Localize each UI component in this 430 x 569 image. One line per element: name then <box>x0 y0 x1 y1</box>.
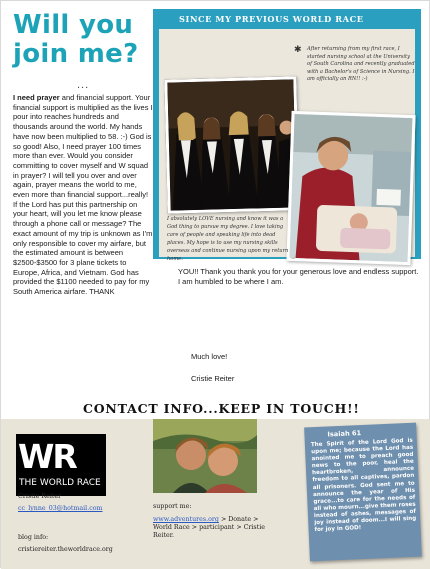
since-section <box>153 9 421 263</box>
lead-text: I need prayer <box>13 93 60 102</box>
support-line-2: World Race > participant > Cristie <box>153 524 265 531</box>
email-link[interactable]: cc_lynne_03@hotmail.com <box>18 505 103 512</box>
support-line-3: Reiter. <box>153 532 175 539</box>
blog-label: blog info: <box>18 534 49 541</box>
nursing-photo <box>286 111 415 265</box>
verse-text: The Spirit of the Lord God is upon me; because the Lord has anointed me to preach good news to the poor, heal the heartbroken, announce freedom to all captives, pardon all prisoners. God sent me to announce the year of His grace...to care for the needs of all who mourn...give them roses instead of ashes, messages of joy instead of doom...I will sing for joy in GOD! <box>310 437 417 534</box>
support-path-1: > Donate > <box>218 516 259 523</box>
blog-url[interactable]: cristiereiter.theworldrace.org <box>18 546 113 553</box>
graduation-photo <box>164 76 299 213</box>
contact-name: Cristie Reiter <box>18 493 62 500</box>
headline: Will you join me? <box>13 10 139 69</box>
arrow-right-icon: → <box>290 255 296 261</box>
star-icon: ✱ <box>294 44 302 54</box>
body-text: and financial support. Your financial support is multiplied as the lives I pour into reaches hundreds and thousands around the world. My hands have now been multiplied to 58. :-) God is so good! Also, I need prayer 100 times more than ever. Would you consider committing to cover myself and W squad in prayer? I will tell you over and over again, prayer means the world to me, even more than financial support...really! If the Lord has put this partnership on your heart, will you let me know please through a phone call or message? The exact amount of my trip is unknown as I'm only responsible to cover my airfare, but the estimated amount is between $2500-$3500 for 3 plane tickets to Europe, Africa, and Vietnam. God has provided the $1100 needed to pay for my South America airfare. THANK <box>13 93 153 297</box>
verse-title: Isaiah 61 <box>327 429 362 439</box>
support-link[interactable]: www.adventures.org <box>153 516 219 523</box>
verse-note <box>304 423 422 562</box>
thanks-paragraph: YOU!! Thank you thank you for your generous love and endless support. I am humbled to be where I am. <box>178 267 419 286</box>
support-line-1 <box>153 516 258 523</box>
support-label: support me: <box>153 503 192 510</box>
wr-logo-name: THE WORLD RACE <box>19 478 101 488</box>
signature: Cristie Reiter <box>191 374 235 383</box>
world-race-logo <box>16 434 106 496</box>
contact-title: CONTACT INFO...KEEP IN TOUCH!! <box>83 401 360 416</box>
nursing-caption: After returning from my first race, I started nursing school at the University of South Carolina and recently graduated with a Bachelor's of Science in Nursing. I am officially an RN!! :-) <box>307 46 415 83</box>
friends-photo <box>153 419 257 493</box>
closing-text: Much love! <box>191 352 228 361</box>
ellipsis: ... <box>77 79 90 91</box>
contact-header <box>1 398 430 420</box>
since-title: SINCE MY PREVIOUS WORLD RACE <box>179 14 364 24</box>
nursing-love-caption: I absolutely LOVE nursing and know it was a God thing to pursue my degree. I love taking care of people and speaking life into dead places. My hope is to use my nursing skills overseas and continue nursing upon my return home. <box>167 216 289 263</box>
wr-logo-mark: WR <box>18 437 76 476</box>
paper-background <box>159 29 415 263</box>
support-paragraph <box>13 93 153 297</box>
